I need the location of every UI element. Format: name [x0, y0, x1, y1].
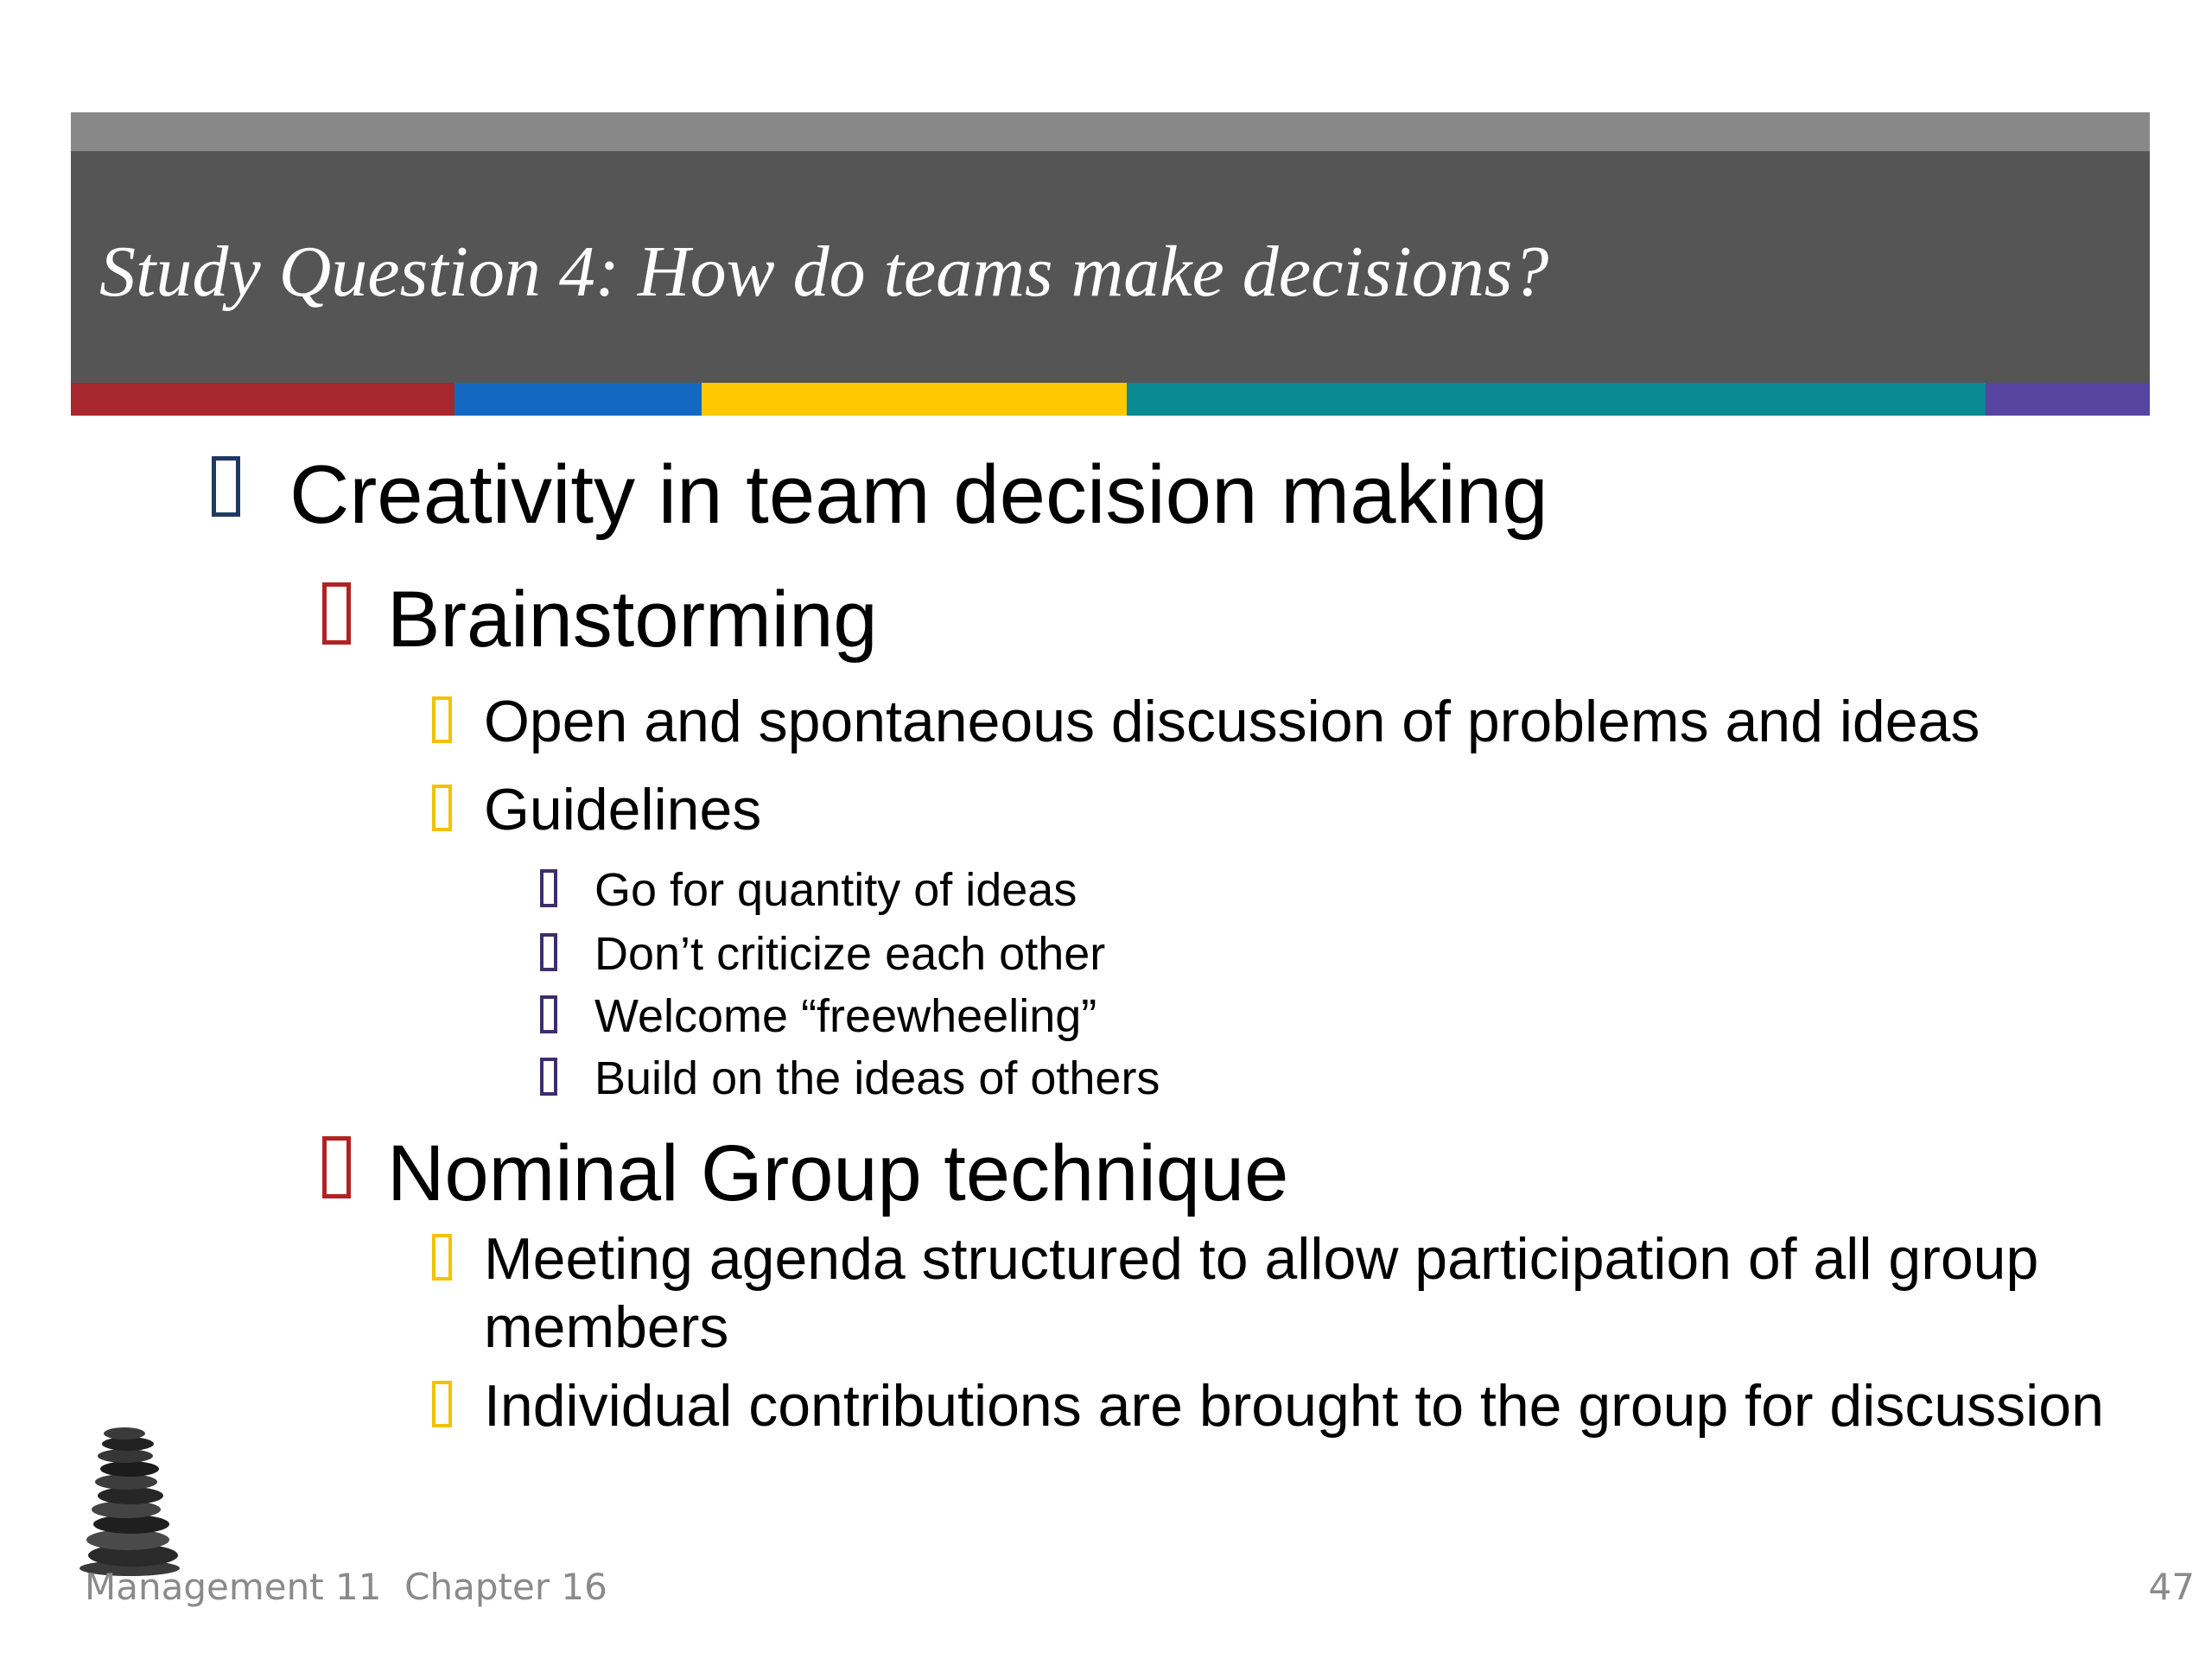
bullet-marker-icon — [322, 582, 351, 645]
page-number: 47 — [2148, 1566, 2195, 1608]
bullet-marker-icon — [432, 1234, 452, 1281]
bullet-marker-icon — [540, 933, 557, 971]
bullet-text: Nominal Group technique — [387, 1129, 1289, 1217]
bullet-marker-icon — [432, 1381, 452, 1427]
bullet-marker-icon — [540, 869, 557, 907]
bullet-text: Build on the ideas of others — [594, 1052, 1160, 1104]
bullet-marker-icon — [540, 995, 557, 1033]
bullet-text: Guidelines — [484, 777, 762, 842]
footer-course-label: Management 11 Chapter 16 — [85, 1566, 607, 1608]
bullet-text: Go for quantity of ideas — [594, 864, 1077, 916]
bullet-marker-icon — [540, 1058, 557, 1096]
bullet-text: Don’t criticize each other — [594, 928, 1106, 980]
bullet-marker-icon — [212, 456, 240, 517]
bullet-marker-icon — [432, 785, 452, 831]
slide-title: Study Question 4: How do teams make decisions? — [99, 232, 1549, 312]
bullet-text: Creativity in team decision making — [289, 448, 1548, 541]
bullet-text: Brainstorming — [387, 575, 878, 664]
bullet-marker-icon — [432, 696, 452, 743]
bullet-text: Welcome “freewheeling” — [594, 990, 1097, 1042]
stacked-stones-icon — [76, 1426, 188, 1577]
bullet-text: Meeting agenda structured to allow participation of all group — [484, 1226, 2039, 1292]
bullet-text: members — [484, 1294, 729, 1360]
bullet-text: Individual contributions are brought to the group for discussion — [484, 1373, 2104, 1439]
bullet-marker-icon — [322, 1136, 351, 1198]
bullet-text: Open and spontaneous discussion of problems and ideas — [484, 689, 1980, 754]
